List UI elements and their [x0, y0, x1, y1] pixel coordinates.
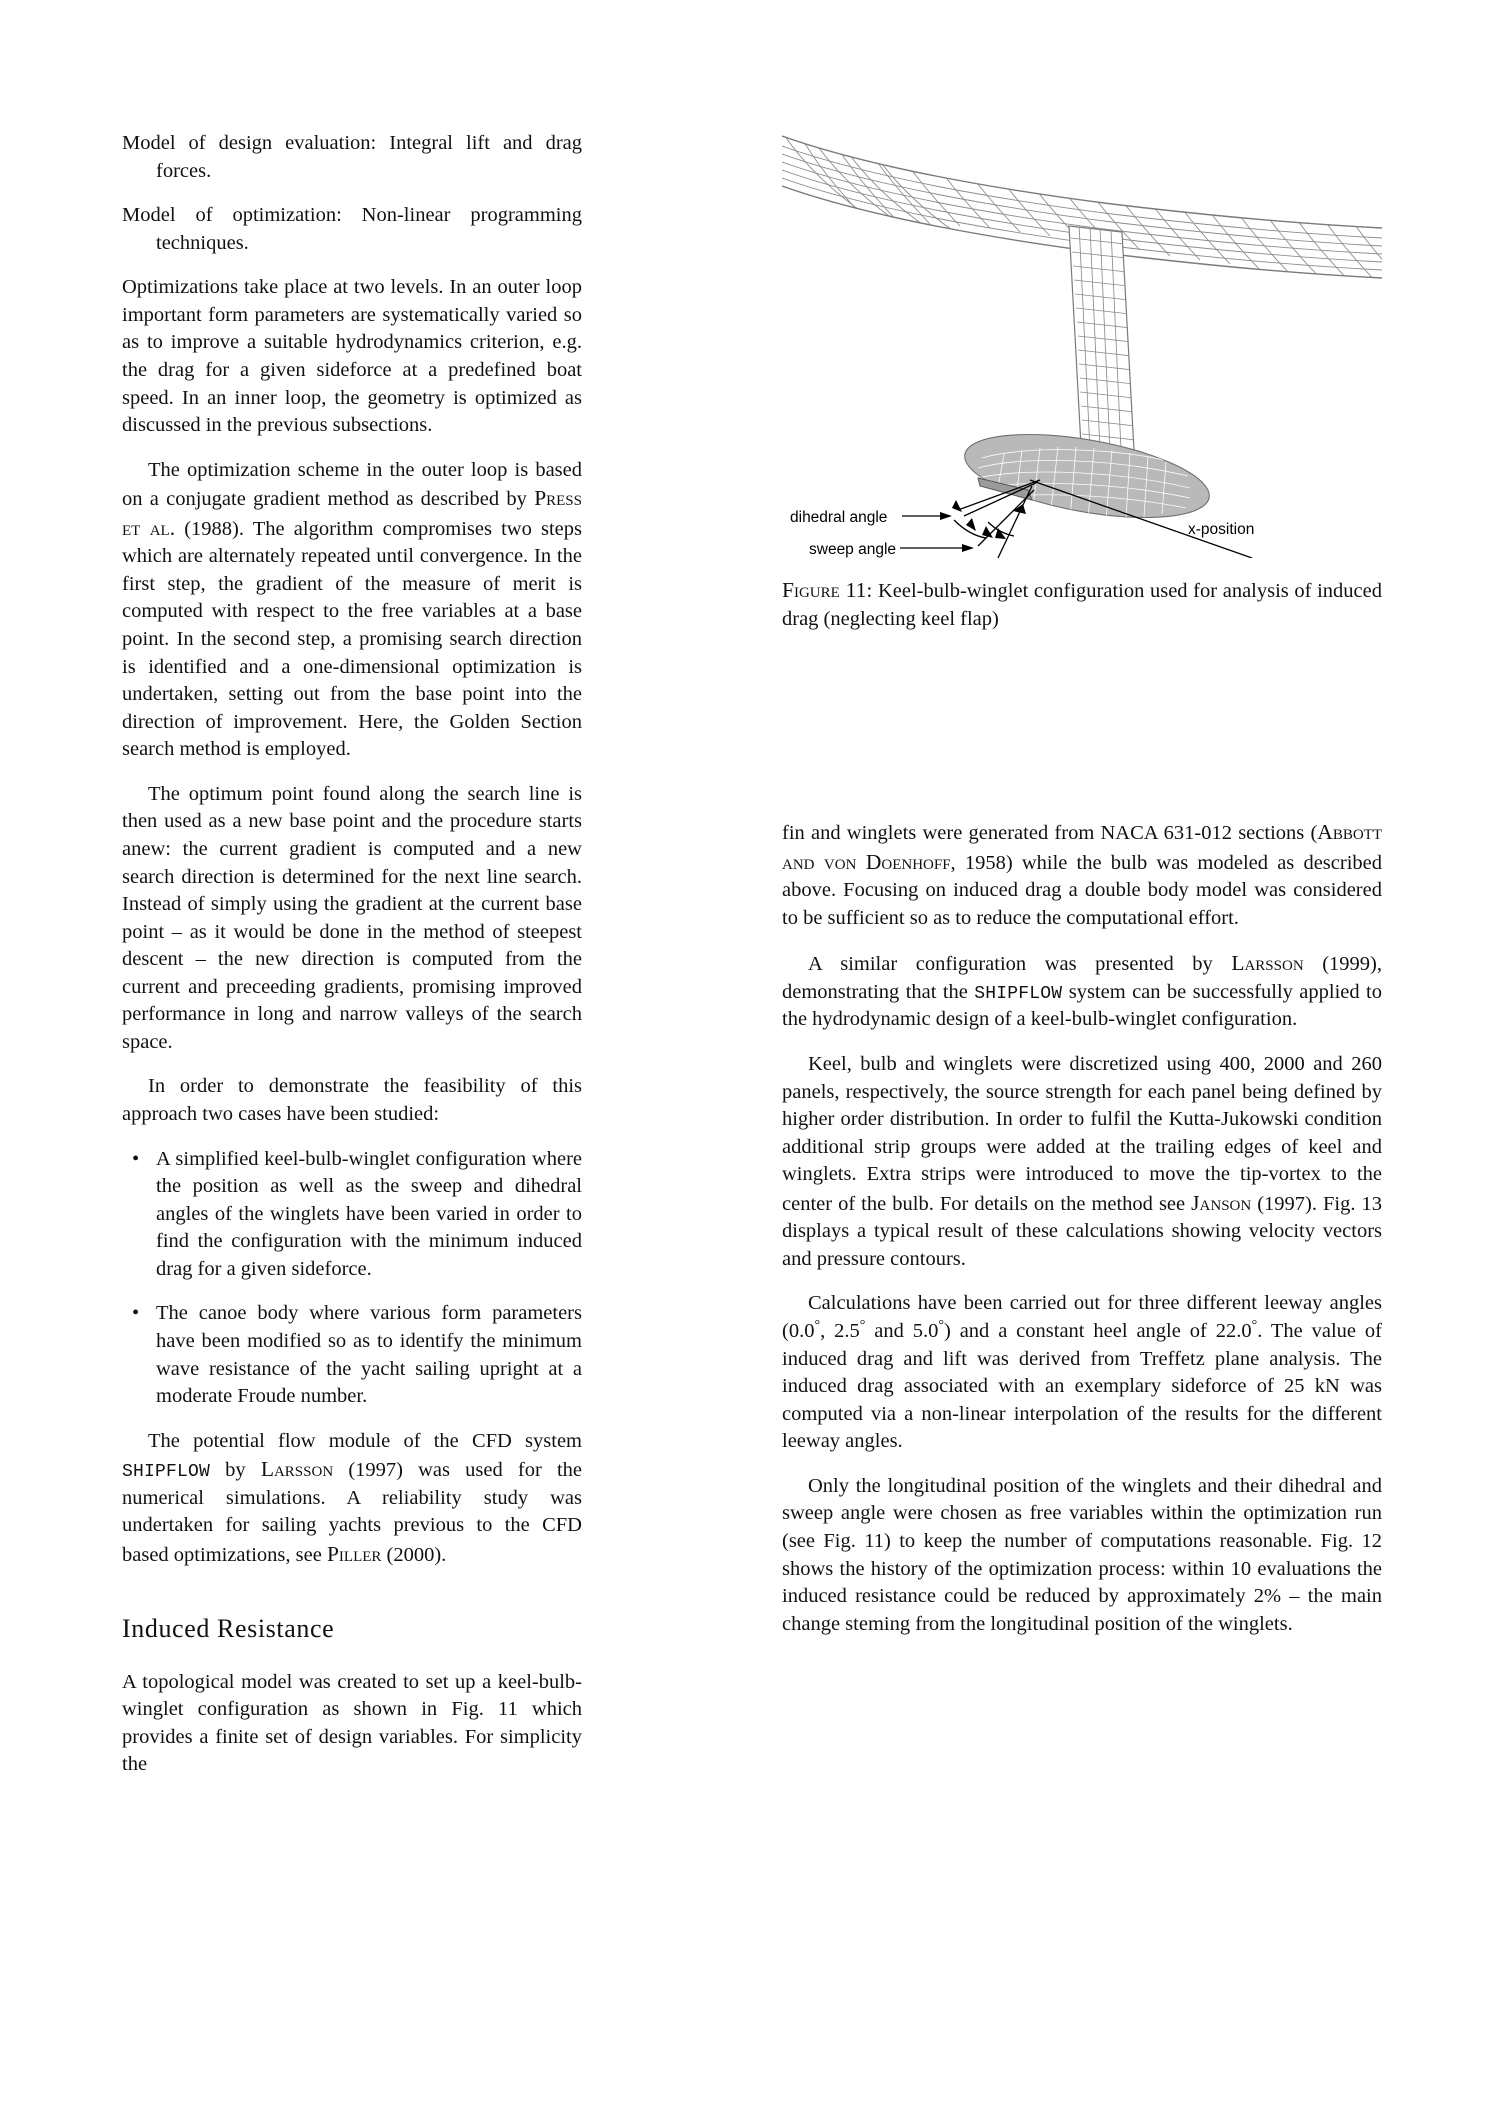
list-item [122, 1300, 582, 1410]
citation-piller: Piller [326, 1541, 382, 1566]
citation-larsson-1999: Larsson [1231, 951, 1304, 976]
citation-abbott-doenhoff: Abbott and von Doenhoff [782, 820, 1382, 874]
figure-caption [782, 576, 1382, 633]
paragraph-free-variables: Only the longitudinal position of the winglets and their dihedral and sweep angle were chosen as free variables within the optimization run (see Fig. 11) to keep the number of computations reasonable. Fig. 12 shows the history of the optimization process: within 10 evaluations the induced resistance could be reduced by approximately 2% – the main change steming from the longitudinal position of the winglets. [782, 1474, 1382, 1635]
paragraph-optimum-point: The optimum point found along the search line is then used as a new base point and the procedure starts anew: the current gradient is computed and a new search direction is determined for the next line search. Instead of simply using the gradient at the current base point – as it would be done in the method of steepest descent – the new direction is computed from the current and preceeding gradients, promising improved performance in long and narrow valleys of the search space. [122, 782, 582, 1053]
study-cases-list [122, 1146, 582, 1411]
figure-label-x-position: x-position [1188, 521, 1255, 538]
hull-outline-top [782, 136, 1382, 228]
figure-11-image [782, 128, 1382, 558]
paragraph-optimizations-levels: Optimizations take place at two levels. In an outer loop important form parameters are systematically varied so as to improve a suitable hydrodynamics criterion, e.g. the drag for a given sideforce at a predefined boat speed. In an inner loop, the geometry is optimized as discussed in the previous subsections. [122, 276, 582, 437]
figure-label-sweep-angle: sweep angle [809, 541, 897, 558]
figure-caption-number: Figure 11: [782, 578, 873, 602]
paragraph-topological-model: A topological model was created to set up a keel-bulb-winglet configuration as shown in Fig. 11 which provides a finite set of design variables. For simplicity the [122, 1670, 582, 1776]
figure-label-dihedral-angle: dihedral angle [790, 509, 888, 526]
paragraph-feasibility: In order to demonstrate the feasibility of this approach two cases have been studied: [122, 1075, 582, 1125]
bullet-icon: • [132, 1302, 140, 1325]
bullet-icon: • [132, 1147, 140, 1170]
paragraph-potential-flow-module: The potential flow module of the CFD system SHIPFLOW by Larsson (1997) was used for the numerical simulations. A reliability study was undertaken for sailing yachts previous to the CFD based optimizations, see Piller (2000). [122, 1429, 582, 1566]
figure-caption-text: Keel-bulb-winglet configuration used for analysis of induced drag (neglecting keel flap) [782, 580, 1382, 630]
definition-item-design-evaluation: Model of design evaluation: Integral lift and drag forces. [122, 132, 582, 182]
software-name-shipflow: SHIPFLOW [122, 1462, 211, 1483]
list-item-text: A simplified keel-bulb-winglet configuration where the position as well as the sweep and dihedral angles of the winglets have been varied in order to find the configuration with the minimum induced drag for a given sideforce. [156, 1147, 582, 1280]
left-column [122, 130, 582, 1779]
paragraph-fin-winglets-naca: fin and winglets were generated from NACA 631-012 sections (Abbott and von Doenhoff, 1958) while the bulb was modeled as described above. Focusing on induced drag a double body model was considered to be sufficient so as to reduce the computational effort. [782, 820, 1382, 929]
citation-press: Press et al. [122, 486, 582, 540]
right-column [782, 818, 1382, 1638]
paragraph-optimization-scheme: The optimization scheme in the outer loop is based on a conjugate gradient method as described by Press et al. (1988). The algorithm compromises two steps which are alternately repeated until convergence. In the first step, the gradient of the measure of merit is computed with respect to the free variables at a base point. In the second step, a promising search direction is identified and a one-dimensional optimization is undertaken, setting out from the base point into the direction of improvement. Here, the Golden Section search method is employed. [122, 458, 582, 761]
page-title: Induced Resistance [122, 1614, 335, 1644]
paragraph-discretization: Keel, bulb and winglets were discretized using 400, 2000 and 260 panels, respectively, the source strength for each panel being defined by higher order distribution. In order to fulfil the Kutta-Jukowski condition additional strip groups were added at the trailing edges of keel and winglets. Extra strips were introduced to move the tip-vortex to the center of the bulb. For details on the method see Janson (1997). Fig. 13 displays a typical result of these calculations showing velocity vectors and pressure contours. [782, 1052, 1383, 1270]
figure-11-block [782, 128, 1382, 633]
keel-bulb-winglet-wireframe [782, 128, 1382, 558]
citation-janson: Janson [1191, 1190, 1252, 1215]
list-item-text: The canoe body where various form parameters have been modified so as to identify the minimum wave resistance of the yacht sailing upright at a moderate Froude number. [156, 1302, 582, 1408]
paragraph-calculations-leeway: Calculations have been carried out for three different leeway angles (0.0°, 2.5° and 5.0°) and a constant heel angle of 22.0°. The value of induced drag and lift was derived from Treffetz plane analysis. The induced drag associated with an exemplary sideforce of 25 kN was computed via a non-linear interpolation of the results for the different leeway angles. [782, 1292, 1382, 1453]
citation-larsson: Larsson [260, 1457, 334, 1482]
paragraph-similar-configuration: A similar configuration was presented by Larsson (1999), demonstrating that the SHIPFLOW system can be successfully applied to the hydrodynamic design of a keel-bulb-winglet configuration. [782, 951, 1382, 1031]
list-item [122, 1146, 582, 1284]
definition-item-optimization: Model of optimization: Non-linear programming techniques. [122, 204, 582, 254]
software-name-shipflow: SHIPFLOW [974, 983, 1063, 1004]
